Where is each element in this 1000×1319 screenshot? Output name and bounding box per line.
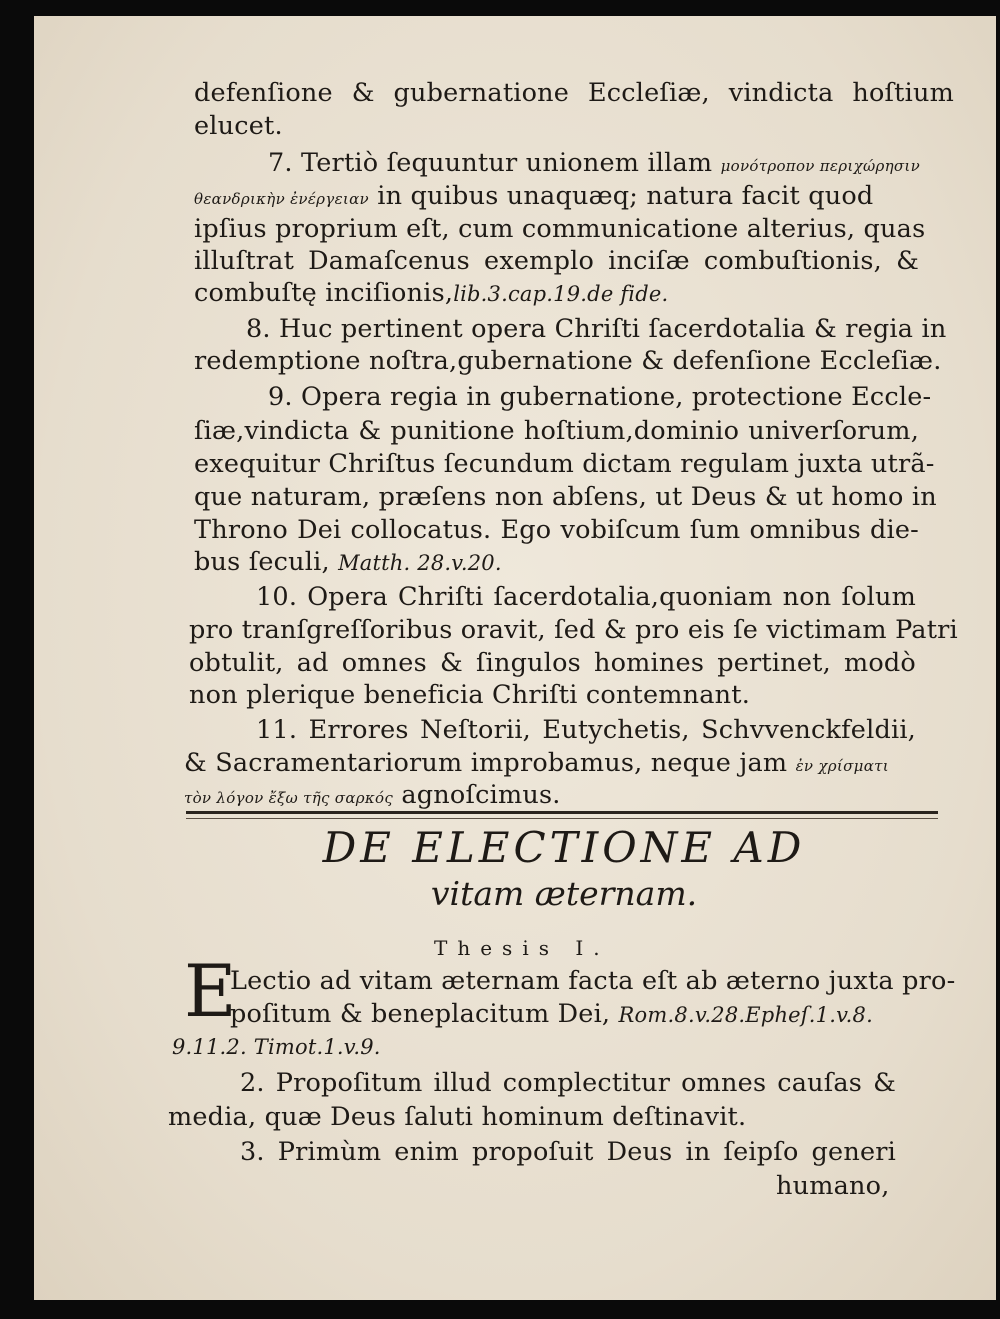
- text-line-10: 9. Opera regia in gubernatione, protectione Eccle-: [268, 382, 932, 412]
- text-line-14: Throno Dei collocatus. Ego vobiſcum ſum omnibus die-: [194, 515, 919, 545]
- text-line-27: 3. Primùm enim propoſuit Deus in ſeipſo generi: [240, 1137, 896, 1167]
- text-line-1: defenſione & gubernatione Eccleſiæ, vindicta hoſtium: [194, 78, 954, 108]
- text-line-15: bus ſeculi, Matth. 28.v.20.: [194, 547, 502, 577]
- text-line-22: τὸν λόγον ἔξω τῆς σαρκός agnoſcimus.: [184, 780, 561, 810]
- text-line-13: que naturam, præſens non abſens, ut Deus & ut homo in: [194, 482, 937, 512]
- text-line-9: redemptione noſtra,gubernatione & defenſione Eccleſiæ.: [194, 346, 942, 376]
- text-line-23: Lectio ad vitam æternam facta eſt ab æterno juxta pro-: [230, 966, 956, 996]
- text-line-4: θεανδρικὴν ἐνέργειαν in quibus unaquæq; natura facit quod: [194, 181, 874, 211]
- text-line-25: 2. Propoſitum illud complectitur omnes cauſas &: [240, 1068, 896, 1098]
- text-line-17: pro tranſgreſſoribus oravit, ſed & pro eis ſe victimam Patri: [189, 615, 958, 645]
- text-line-12: exequitur Chriſtus ſecundum dictam regulam juxta utrã-: [194, 449, 935, 479]
- text-line-24: poſitum & beneplacitum Dei, Rom.8.v.28.Epheſ.1.v.8.: [230, 999, 873, 1029]
- catchword: humano,: [776, 1171, 890, 1201]
- text-line-16: 10. Opera Chriſti ſacerdotalia,quoniam non ſolum: [256, 582, 916, 612]
- separator-rule: [186, 811, 938, 814]
- section-subtitle: vitam æternam.: [430, 874, 698, 913]
- text-line-21: & Sacramentariorum improbamus, neque jam ἐν χρίσματι: [184, 748, 889, 778]
- text-line-26: media, quæ Deus ſaluti hominum deſtinavit.: [168, 1102, 747, 1132]
- reference-1: lib.3.cap.19.de fide.: [453, 282, 669, 306]
- book-page: [34, 16, 996, 1300]
- greek-phrase-3: ἐν χρίσματι: [795, 757, 889, 775]
- section-title: DE ELECTIONE AD: [322, 823, 806, 872]
- text-line-2: elucet.: [194, 111, 283, 141]
- separator-rule-thin: [186, 818, 938, 819]
- text-line-18: obtulit, ad omnes & ſingulos homines pertinet, modò: [189, 648, 916, 678]
- text-line-3: 7. Tertiò ſequuntur unionem illam μονότροπον περιχώρησιν: [268, 148, 921, 178]
- greek-phrase-4: τὸν λόγον ἔξω τῆς σαρκός: [184, 789, 394, 807]
- text-line-20: 11. Errores Neſtorii, Eutychetis, Schvvenckfeldii,: [256, 715, 916, 745]
- text-line-11: ſiæ,vindicta & punitione hoſtium,dominio univerſorum,: [194, 416, 919, 446]
- greek-phrase-1: μονότροπον περιχώρησιν: [720, 157, 921, 175]
- thesis-heading: Thesis I.: [434, 936, 610, 960]
- text-line-7: combuſtę inciſionis,lib.3.cap.19.de fide.: [194, 278, 669, 308]
- drop-cap: E: [184, 949, 237, 1033]
- text-line-8: 8. Huc pertinent opera Chriſti ſacerdotalia & regia in: [246, 314, 947, 344]
- text-line-6: illuſtrat Damaſcenus exemplo inciſæ combuſtionis, &: [194, 246, 919, 276]
- reference-2: Matth. 28.v.20.: [338, 551, 502, 575]
- greek-phrase-2: θεανδρικὴν ἐνέργειαν: [194, 190, 369, 208]
- reference-4: 9.11.2. Timot.1.v.9.: [172, 1035, 381, 1059]
- reference-3: Rom.8.v.28.Epheſ.1.v.8.: [618, 1003, 873, 1027]
- text-line-5: ipſius proprium eſt, cum communicatione alterius, quas: [194, 214, 926, 244]
- text-line-19: non plerique beneficia Chriſti contemnant.: [189, 680, 751, 710]
